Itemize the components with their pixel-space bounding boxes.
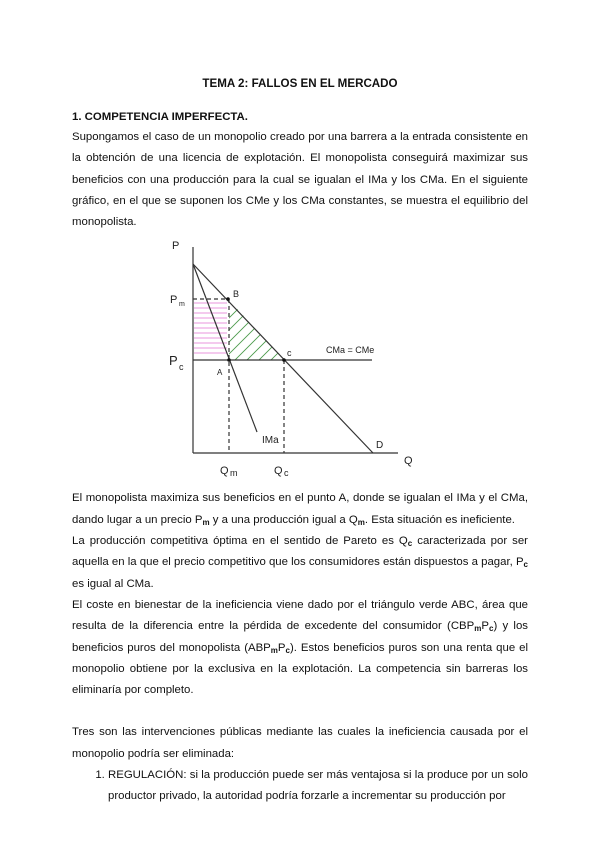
paragraph-interventions: Tres son las intervenciones públicas mediante las cuales la ineficiencia causada por el monopolio podría ser eliminada: <box>72 726 528 760</box>
point-b: B <box>233 289 240 300</box>
pm-label: P <box>170 294 178 307</box>
demand-line <box>193 264 373 453</box>
qm-label: Q <box>220 465 229 478</box>
paragraph-welfare: El coste en bienestar de la ineficiencia viene dado por el triángulo verde ABC, área que resulta de la diferencia entre la pérdida de excedente del consumidor $(CBP_mP_c)$ y los beneficios puros del monopolista $(ABP_mP_c)$. Estos beneficios puros son una renta que el monopolio obtiene por la exclusiva en la explotación. La competencia sin barreras los eliminaría por completo. <box>72 598 528 697</box>
page-title: TEMA 2: FALLOS EN EL MERCADO <box>202 77 398 90</box>
mr-label: IMa <box>262 435 279 447</box>
qm-subscript: m <box>230 468 238 479</box>
list-item: 1. REGULACIÓN: si la producción puede ser más ventajosa si la produce por un solo productor privado, la autoridad podría forzarle a incrementar su producción por <box>108 765 528 808</box>
pm-subscript: m <box>179 301 185 309</box>
point-c: c <box>287 348 292 359</box>
deadweight-loss-hatch <box>220 297 334 363</box>
pc-subscript: c <box>179 362 184 373</box>
point-a: A <box>217 368 223 378</box>
qc-subscript: c <box>284 468 289 479</box>
q-axis-label: Q <box>404 455 413 468</box>
paragraph-gap <box>72 701 528 722</box>
demand-label: D <box>376 440 384 452</box>
paragraph-intro: Supongamos el caso de un monopolio creado por una barrera a la entrada consistente en la obtención de una licencia de explotación. El monopolista conseguirá maximizar sus beneficios con una producción para la cual se igualan el IMa y los CMa. En el siguiente gráfico, en el que se suponen los CMe y los CMa constantes, se muestra el equilibrio del monopolista. <box>72 131 528 229</box>
paragraph-equilibrium: El monopolista maximiza sus beneficios en el punto A, donde se igualan el IMa y el CMa, dando lugar a un precio $P_m$ y a una producción igual a $Q_m$. Esta situación es ineficiente. <box>72 492 528 527</box>
cost-line-label: CMa = CMe <box>326 345 375 356</box>
interventions-list <box>72 765 528 808</box>
document-body <box>72 127 528 808</box>
qc-label: Q <box>274 465 283 478</box>
section-heading: 1. COMPETENCIA IMPERFECTA. <box>72 111 248 123</box>
p-axis-label: P <box>172 240 180 253</box>
paragraph-pareto: La producción competitiva óptima en el sentido de Pareto es $Q_c$ caracterizada por ser aquella en la que el precio competitivo que los consumidores están dispuestos a pagar, $P_c$ es igual al CMa. <box>72 535 528 590</box>
pc-label: P <box>169 353 178 369</box>
monopoly-diagram <box>160 235 440 480</box>
